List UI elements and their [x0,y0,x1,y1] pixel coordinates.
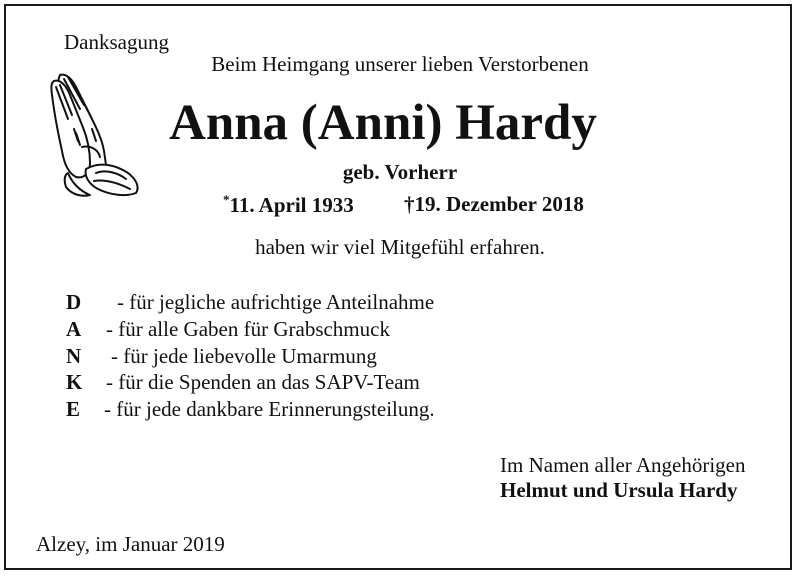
place-date: Alzey, im Januar 2019 [36,532,225,556]
acrostic-text: - für die Spenden an das SAPV-Team [106,370,420,394]
notice-heading: Danksagung [64,30,169,54]
birth-date: 11. April 1933 [229,193,354,217]
acrostic-text: - für jegliche aufrichtige Anteilnahme [117,290,435,314]
intro-line: Beim Heimgang unserer lieben Verstorbenen [211,52,589,76]
obituary-notice [4,4,792,570]
acrostic-text: - für alle Gaben für Grabschmuck [106,317,390,341]
death-date: †19. Dezember 2018 [404,192,584,216]
acrostic-letter: N [66,344,82,368]
acrostic-letter: K [66,370,83,394]
birth-symbol: * [223,192,230,207]
thanks-intro: haben wir viel Mitgefühl erfahren. [255,235,545,259]
deceased-name: Anna (Anni) Hardy [169,95,597,151]
signature-names: Helmut und Ursula Hardy [500,478,738,502]
maiden-name: geb. Vorherr [342,160,458,184]
acrostic-letter: A [66,317,82,341]
acrostic-text: - für jede liebevolle Umarmung [111,344,377,368]
signature-line: Im Namen aller Angehörigen [500,453,746,477]
acrostic-letter: E [66,397,81,421]
acrostic-text: - für jede dankbare Erinnerungsteilung. [104,397,435,421]
birth-line [223,192,354,218]
acrostic-letter: D [66,290,82,314]
